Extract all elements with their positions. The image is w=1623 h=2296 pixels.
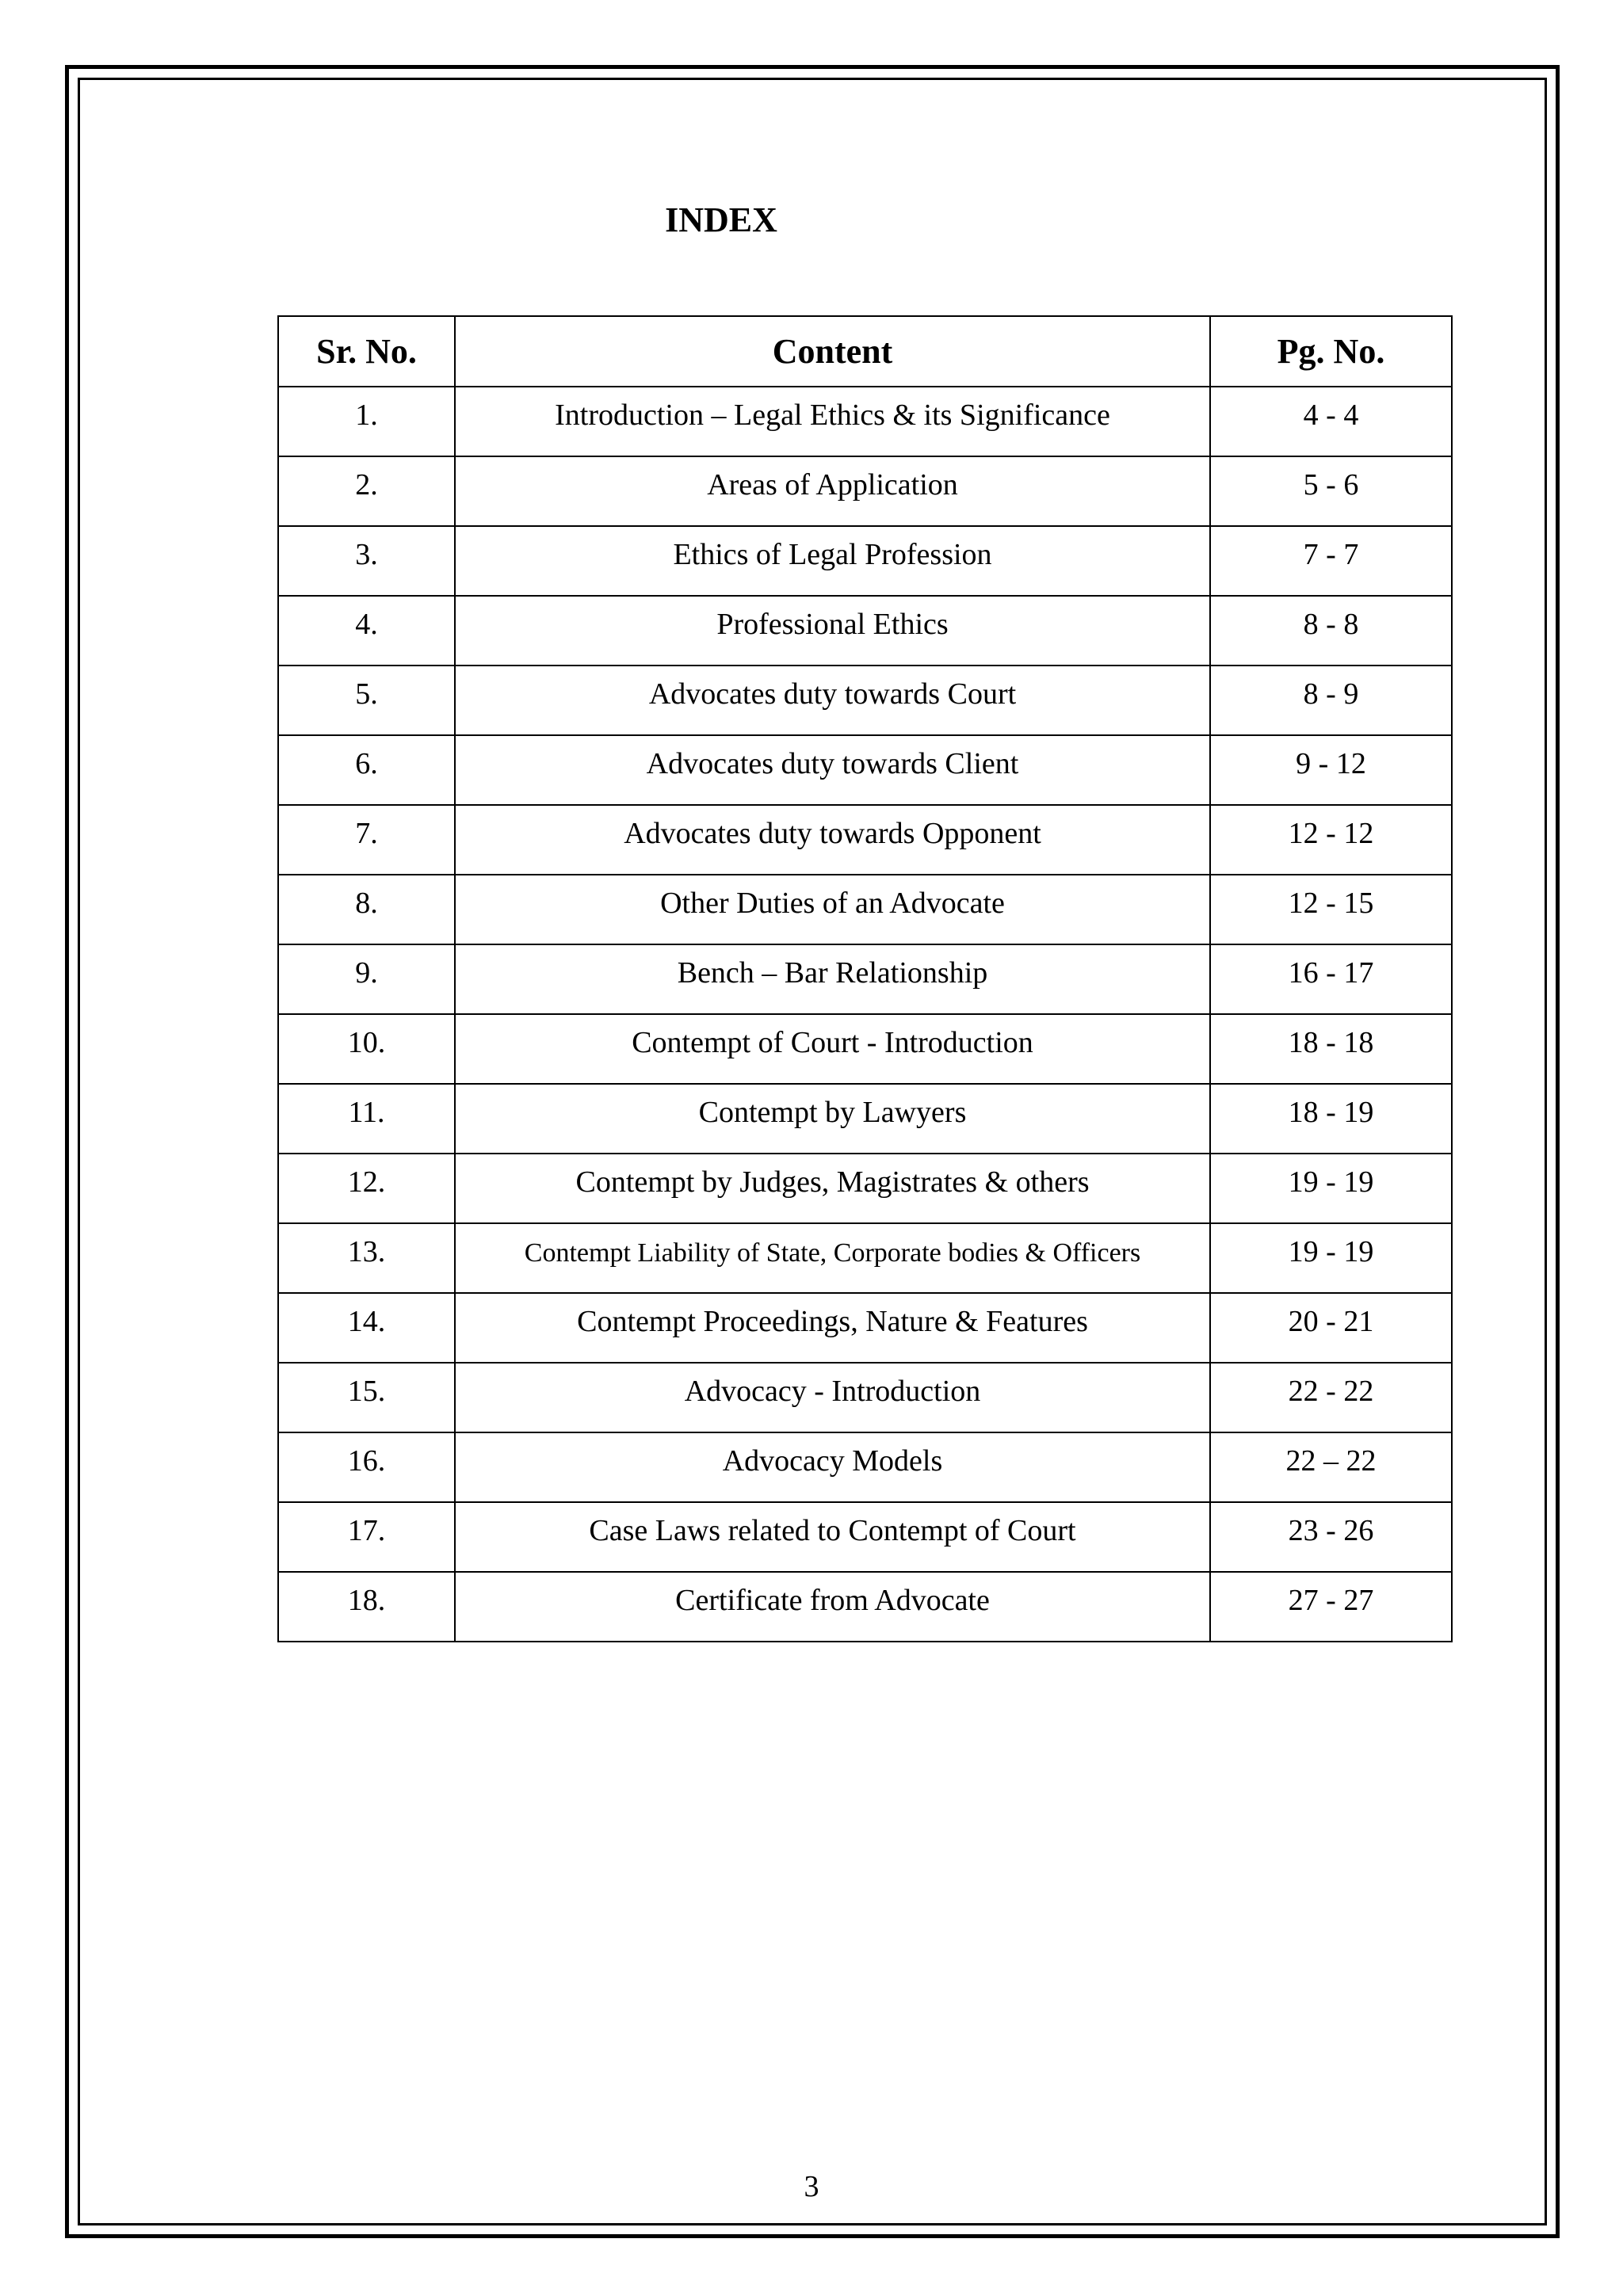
- table-row: [278, 805, 1452, 875]
- row-pages: 5 - 6: [1210, 456, 1452, 526]
- table-row: [278, 1293, 1452, 1363]
- row-content: Advocacy - Introduction: [455, 1363, 1210, 1432]
- row-sr-no: 3.: [278, 526, 455, 596]
- row-pages: 16 - 17: [1210, 944, 1452, 1014]
- table-row: [278, 1572, 1452, 1642]
- row-content: Introduction – Legal Ethics & its Significance: [455, 387, 1210, 456]
- row-sr-no: 5.: [278, 666, 455, 735]
- table-row: [278, 944, 1452, 1014]
- row-pages: 9 - 12: [1210, 735, 1452, 805]
- row-sr-no: 13.: [278, 1223, 455, 1293]
- row-content: Advocacy Models: [455, 1432, 1210, 1502]
- table-row: [278, 1363, 1452, 1432]
- row-pages: 22 - 22: [1210, 1363, 1452, 1432]
- row-sr-no: 12.: [278, 1154, 455, 1223]
- row-pages: 4 - 4: [1210, 387, 1452, 456]
- row-sr-no: 1.: [278, 387, 455, 456]
- header-content: Content: [455, 316, 1210, 387]
- row-sr-no: 11.: [278, 1084, 455, 1154]
- row-content: Bench – Bar Relationship: [455, 944, 1210, 1014]
- row-content: Ethics of Legal Profession: [455, 526, 1210, 596]
- row-content: Advocates duty towards Court: [455, 666, 1210, 735]
- table-row: [278, 666, 1452, 735]
- row-pages: 7 - 7: [1210, 526, 1452, 596]
- table-row: [278, 1223, 1452, 1293]
- row-sr-no: 16.: [278, 1432, 455, 1502]
- row-sr-no: 8.: [278, 875, 455, 944]
- row-pages: 12 - 12: [1210, 805, 1452, 875]
- row-content: Contempt by Lawyers: [455, 1084, 1210, 1154]
- row-pages: 8 - 8: [1210, 596, 1452, 666]
- row-content: Other Duties of an Advocate: [455, 875, 1210, 944]
- table-row: [278, 596, 1452, 666]
- header-pg-no: Pg. No.: [1210, 316, 1452, 387]
- row-sr-no: 10.: [278, 1014, 455, 1084]
- row-sr-no: 15.: [278, 1363, 455, 1432]
- header-sr-no: Sr. No.: [278, 316, 455, 387]
- index-table: [277, 315, 1453, 1642]
- row-content: Professional Ethics: [455, 596, 1210, 666]
- row-pages: 18 - 19: [1210, 1084, 1452, 1154]
- table-row: [278, 387, 1452, 456]
- row-sr-no: 2.: [278, 456, 455, 526]
- table-row: [278, 526, 1452, 596]
- row-sr-no: 4.: [278, 596, 455, 666]
- row-content: Contempt by Judges, Magistrates & others: [455, 1154, 1210, 1223]
- table-row: [278, 1014, 1452, 1084]
- table-row: [278, 1502, 1452, 1572]
- row-sr-no: 18.: [278, 1572, 455, 1642]
- row-pages: 27 - 27: [1210, 1572, 1452, 1642]
- row-content: Certificate from Advocate: [455, 1572, 1210, 1642]
- row-pages: 19 - 19: [1210, 1154, 1452, 1223]
- row-sr-no: 14.: [278, 1293, 455, 1363]
- row-pages: 22 – 22: [1210, 1432, 1452, 1502]
- row-content: Contempt Proceedings, Nature & Features: [455, 1293, 1210, 1363]
- row-content: Advocates duty towards Opponent: [455, 805, 1210, 875]
- row-content: Contempt Liability of State, Corporate bodies & Officers: [455, 1223, 1210, 1293]
- table-row: [278, 735, 1452, 805]
- row-pages: 18 - 18: [1210, 1014, 1452, 1084]
- page-title: INDEX: [665, 200, 777, 239]
- row-content: Areas of Application: [455, 456, 1210, 526]
- row-pages: 19 - 19: [1210, 1223, 1452, 1293]
- row-content: Advocates duty towards Client: [455, 735, 1210, 805]
- table-row: [278, 1432, 1452, 1502]
- row-sr-no: 17.: [278, 1502, 455, 1572]
- row-sr-no: 6.: [278, 735, 455, 805]
- table-row: [278, 875, 1452, 944]
- table-header-row: [278, 316, 1452, 387]
- table-row: [278, 1084, 1452, 1154]
- row-sr-no: 9.: [278, 944, 455, 1014]
- table-row: [278, 1154, 1452, 1223]
- table-row: [278, 456, 1452, 526]
- row-pages: 23 - 26: [1210, 1502, 1452, 1572]
- row-content: Contempt of Court - Introduction: [455, 1014, 1210, 1084]
- row-pages: 8 - 9: [1210, 666, 1452, 735]
- row-pages: 20 - 21: [1210, 1293, 1452, 1363]
- page-number: 3: [804, 2170, 819, 2203]
- row-content: Case Laws related to Contempt of Court: [455, 1502, 1210, 1572]
- row-pages: 12 - 15: [1210, 875, 1452, 944]
- row-sr-no: 7.: [278, 805, 455, 875]
